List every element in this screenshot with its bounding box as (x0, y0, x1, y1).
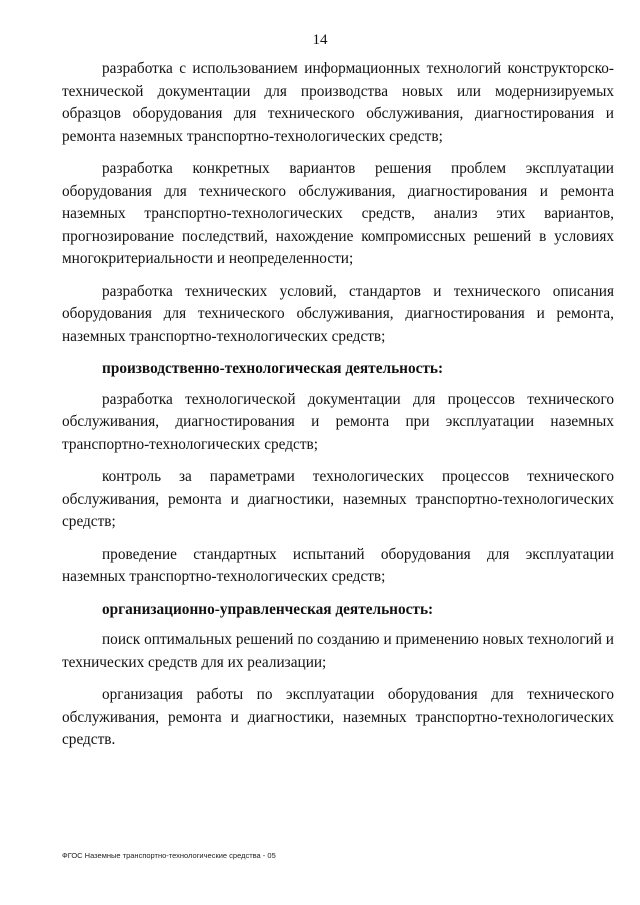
paragraph-solution-variants: разработка конкретных вариантов решения проблем эксплуатации оборудования для технического обслуживания, диагностирования и ремонта наземных транспортно-технологических средств, анализ этих вариантов, прогнозирование последствий, нахождение компромиссных решений в условиях многокритериальности и неопределенности; (62, 160, 614, 267)
paragraph-design-documentation: разработка с использованием информационных технологий конструкторско-технической документации для производства новых или модернизируемых образцов оборудования для технического обслуживания, диагностирования и ремонта наземных транспортно-технологических средств; (62, 60, 614, 145)
paragraph-optimal-solutions: поиск оптимальных решений по созданию и применению новых технологий и технических средств для их реализации; (62, 631, 614, 671)
paragraph-technical-conditions: разработка технических условий, стандартов и технического описания оборудования для технического обслуживания, диагностирования и ремонта, наземных транспортно-технологических средств; (62, 282, 614, 345)
paragraph-process-control: контроль за параметрами технологических процессов технического обслуживания, ремонта и диагностики, наземных транспортно-технологических средств; (62, 468, 614, 530)
paragraph-standard-testing: проведение стандартных испытаний оборудования для эксплуатации наземных транспортно-технологических средств; (62, 545, 614, 585)
paragraph-work-organization: организация работы по эксплуатации оборудования для технического обслуживания, ремонта и диагностики, наземных транспортно-технологических средств. (62, 686, 614, 748)
section-heading-management: организационно-управленческая деятельность: (102, 600, 434, 618)
page-number: 14 (312, 32, 328, 48)
section-heading-production: производственно-технологическая деятельность: (102, 360, 444, 377)
paragraph-technological-documentation: разработка технологической документации для процессов технического обслуживания, диагностирования и ремонта при эксплуатации наземных транспортно-технологических средств; (62, 390, 614, 453)
page-footer: ФГОС Наземные транспортно-технологические средства - 05 (62, 851, 276, 860)
document-body (62, 58, 614, 762)
